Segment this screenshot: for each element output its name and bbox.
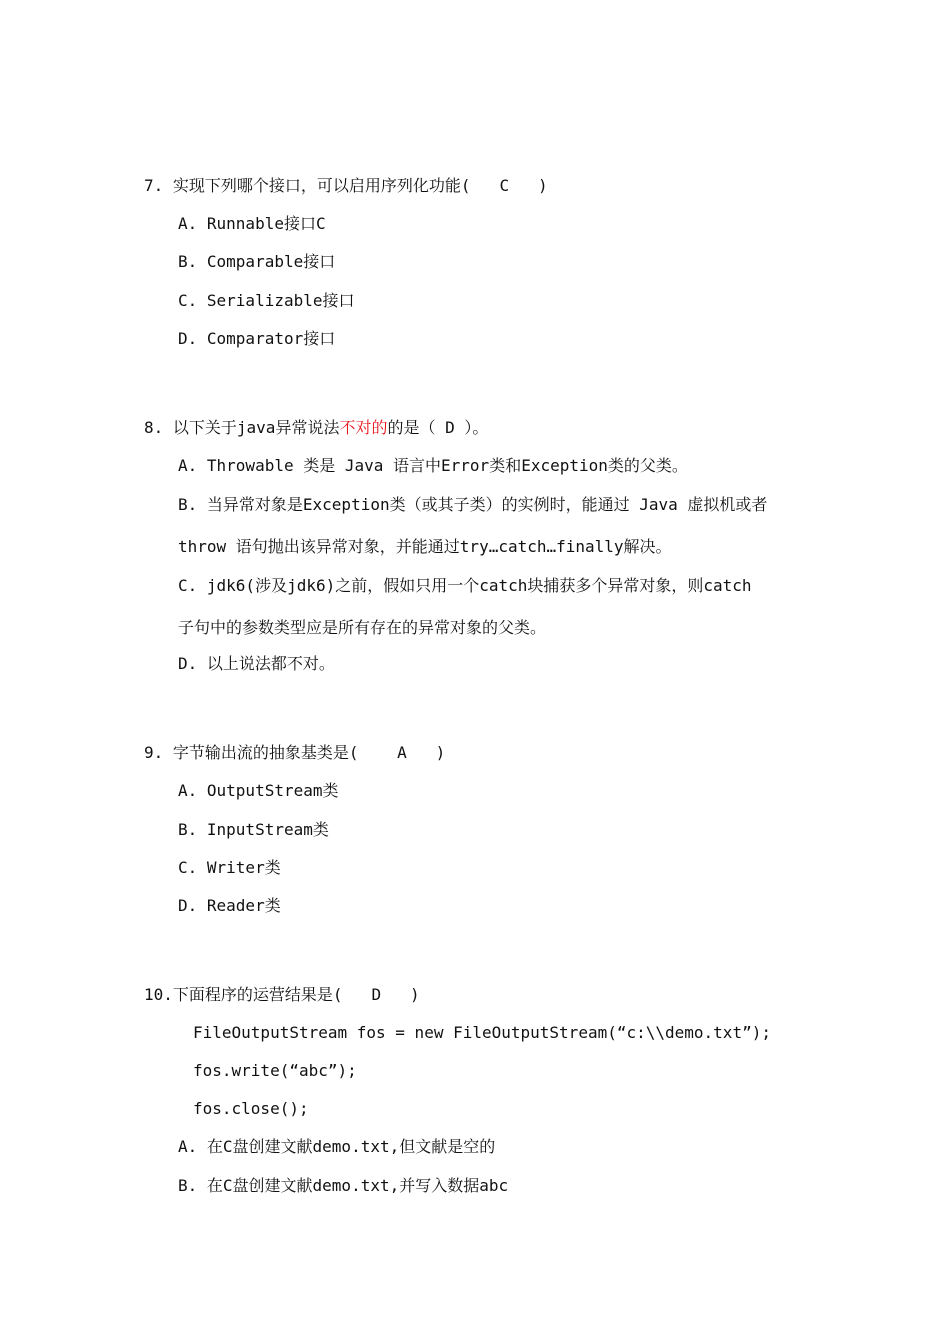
question-8-option-c-cont: 子句中的参数类型应是所有存在的异常对象的父类。 [178, 618, 547, 637]
question-7-number: 7. [144, 176, 164, 195]
question-10-option-b: B. 在C盘创建文献demo.txt,并写入数据abc [178, 1176, 509, 1195]
question-10-code-line-2: fos.write(“abc”); [193, 1061, 357, 1080]
question-10 [144, 985, 420, 1005]
question-7-option-c: C. Serializable接口 [178, 291, 355, 310]
question-9-number: 9. [144, 743, 164, 762]
question-10-code-line-3: fos.close(); [193, 1099, 309, 1118]
question-8-option-a: A. Throwable 类是 Java 语言中Error类和Exception类的父类。 [178, 456, 688, 475]
question-7-option-a: A. Runnable接口C [178, 214, 326, 233]
question-9-option-b: B. InputStream类 [178, 820, 329, 839]
question-7 [144, 176, 548, 196]
question-8-option-b: B. 当异常对象是Exception类（或其子类）的实例时，能通过 Java 虚拟机或者 [178, 495, 768, 514]
question-8-stem-after: 的是（ D ）。 [387, 418, 489, 437]
question-8-option-b-cont: throw 语句抛出该异常对象，并能通过try…catch…finally解决。 [178, 537, 672, 556]
question-10-number: 10. [144, 985, 173, 1004]
question-10-option-a: A. 在C盘创建文献demo.txt,但文献是空的 [178, 1137, 496, 1156]
question-9-option-c: C. Writer类 [178, 858, 281, 877]
question-8-option-d: D. 以上说法都不对。 [178, 654, 335, 673]
question-9-option-a: A. OutputStream类 [178, 781, 339, 800]
question-7-option-b: B. Comparable接口 [178, 252, 336, 271]
question-7-option-d: D. Comparator接口 [178, 329, 336, 348]
question-9 [144, 743, 445, 763]
question-8-option-c: C. jdk6(涉及jdk6)之前，假如只用一个catch块捕获多个异常对象，则catch [178, 576, 752, 595]
question-9-stem: 字节输出流的抽象基类是( A ) [172, 743, 446, 762]
question-7-stem: 实现下列哪个接口，可以启用序列化功能( C ) [172, 176, 548, 195]
question-8-stem-highlight: 不对的 [339, 418, 388, 437]
question-8 [144, 418, 488, 438]
question-10-stem: 下面程序的运营结果是( D ) [172, 985, 420, 1004]
question-8-stem-before: 以下关于java异常说法 [172, 418, 340, 437]
question-8-number: 8. [144, 418, 164, 437]
question-10-code-line-1: FileOutputStream fos = new FileOutputStream(“c:\\demo.txt”); [193, 1023, 771, 1042]
question-9-option-d: D. Reader类 [178, 896, 281, 915]
